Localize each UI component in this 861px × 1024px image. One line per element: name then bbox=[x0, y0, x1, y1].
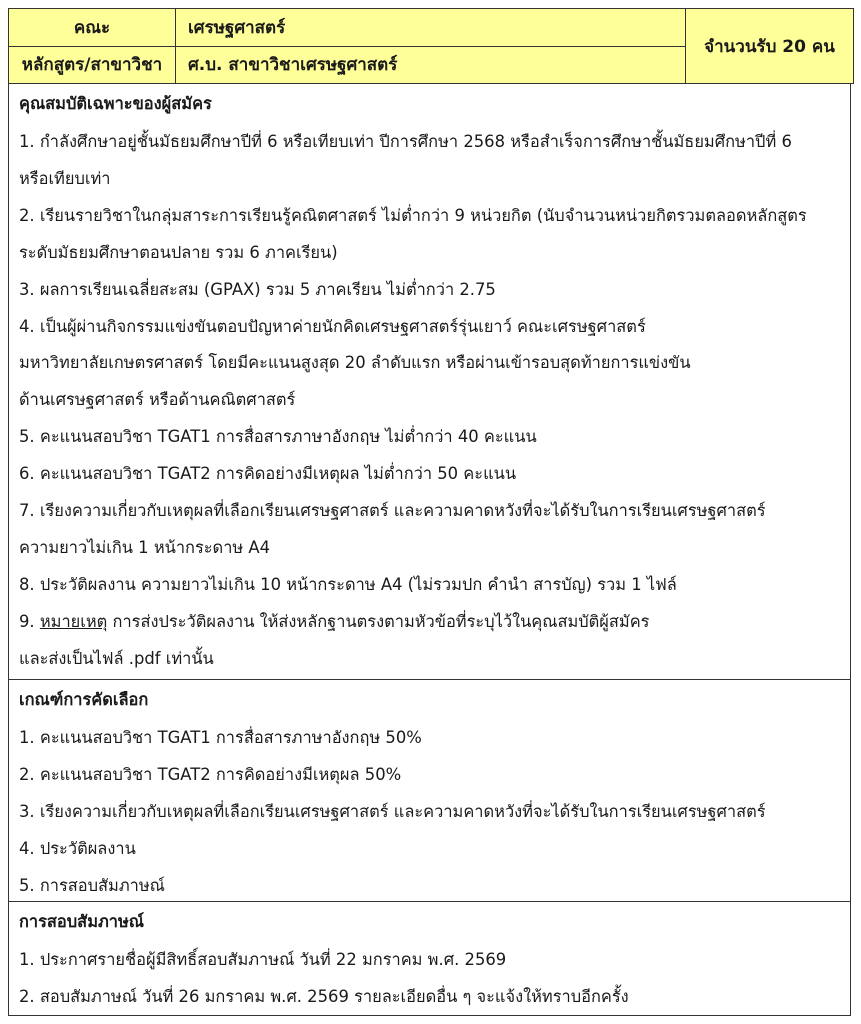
header-table bbox=[8, 8, 854, 84]
criteria-list bbox=[19, 720, 840, 905]
qualification-line: 6. คะแนนสอบวิชา TGAT2 การคิดอย่างมีเหตุผล ไม่ต่ำกว่า 50 คะแนน bbox=[19, 464, 517, 484]
qualification-line: 3. ผลการเรียนเฉลี่ยสะสม (GPAX) รวม 5 ภาคเรียน ไม่ต่ำกว่า 2.75 bbox=[19, 279, 496, 299]
note-text: การส่งประวัติผลงาน ให้ส่งหลักฐานตรงตามหัวข้อที่ระบุไว้ในคุณสมบัติผู้สมัคร bbox=[107, 611, 650, 631]
interview-list bbox=[19, 942, 840, 1016]
criteria-line: 2. คะแนนสอบวิชา TGAT2 การคิดอย่างมีเหตุผล 50% bbox=[19, 764, 402, 784]
quota-cell: จำนวนรับ 20 คน bbox=[686, 9, 854, 84]
qualification-line: ความยาวไม่เกิน 1 หน้ากระดาษ A4 bbox=[19, 537, 271, 557]
qualification-line: มหาวิทยาลัยเกษตรศาสตร์ โดยมีคะแนนสูงสุด 20 ลำดับแรก หรือผ่านเข้ารอบสุดท้ายการแข่งขัน bbox=[19, 353, 691, 373]
criteria-line: 3. เรียงความเกี่ยวกับเหตุผลที่เลือกเรียนเศรษฐศาสตร์ และความคาดหวังที่จะได้รับในการเรียนเศรษฐศาสตร์ bbox=[19, 801, 766, 821]
qualifications-title: คุณสมบัติเฉพาะของผู้สมัคร bbox=[19, 94, 212, 113]
interview-line: 1. ประกาศรายชื่อผู้มีสิทธิ์สอบสัมภาษณ์ วันที่ 22 มกราคม พ.ศ. 2569 bbox=[19, 950, 507, 969]
qualification-line: 8. ประวัติผลงาน ความยาวไม่เกิน 10 หน้ากระดาษ A4 (ไม่รวมปก คำนำ สารบัญ) รวม 1 ไฟล์ bbox=[19, 574, 677, 594]
faculty-value: เศรษฐศาสตร์ bbox=[176, 9, 686, 47]
qualification-line: ด้านเศรษฐศาสตร์ หรือด้านคณิตศาสตร์ bbox=[19, 390, 296, 410]
qualifications-section bbox=[8, 84, 851, 680]
qualifications-list bbox=[19, 124, 840, 678]
note-line bbox=[19, 604, 840, 641]
program-value: ศ.บ. สาขาวิชาเศรษฐศาสตร์ bbox=[176, 46, 686, 84]
qualification-line: 7. เรียงความเกี่ยวกับเหตุผลที่เลือกเรียนเศรษฐศาสตร์ และความคาดหวังที่จะได้รับในการเรียนเศรษฐศาสตร์ bbox=[19, 501, 766, 521]
qualification-line: หรือเทียบเท่า bbox=[19, 168, 111, 188]
note-line-2: และส่งเป็นไฟล์ .pdf เท่านั้น bbox=[19, 648, 214, 668]
interview-title: การสอบสัมภาษณ์ bbox=[19, 912, 145, 931]
interview-section bbox=[8, 902, 851, 1016]
program-label: หลักสูตร/สาขาวิชา bbox=[9, 46, 176, 84]
faculty-label: คณะ bbox=[9, 9, 176, 47]
qualification-line: 1. กำลังศึกษาอยู่ชั้นมัธยมศึกษาปีที่ 6 หรือเทียบเท่า ปีการศึกษา 2568 หรือสำเร็จการศึกษาชั้นมัธยมศึกษาปีที่ 6 bbox=[19, 132, 792, 151]
criteria-title: เกณฑ์การคัดเลือก bbox=[19, 690, 149, 709]
note-label: หมายเหตุ bbox=[39, 611, 108, 631]
criteria-section bbox=[8, 680, 851, 902]
qualification-line: 2. เรียนรายวิชาในกลุ่มสาระการเรียนรู้คณิตศาสตร์ ไม่ต่ำกว่า 9 หน่วยกิต (นับจำนวนหน่วยกิตรวมตลอดหลักสูตร bbox=[19, 205, 807, 225]
qualification-line: 4. เป็นผู้ผ่านกิจกรรมแข่งขันตอบปัญหาค่ายนักคิดเศรษฐศาสตร์รุ่นเยาว์ คณะเศรษฐศาสตร์ bbox=[19, 316, 646, 336]
interview-line: 2. สอบสัมภาษณ์ วันที่ 26 มกราคม พ.ศ. 2569 รายละเอียดอื่น ๆ จะแจ้งให้ทราบอีกครั้ง bbox=[19, 986, 629, 1006]
criteria-line: 5. การสอบสัมภาษณ์ bbox=[19, 875, 165, 895]
note-prefix: 9. bbox=[19, 611, 40, 631]
qualification-line: ระดับมัธยมศึกษาตอนปลาย รวม 6 ภาคเรียน) bbox=[19, 242, 338, 262]
criteria-line: 4. ประวัติผลงาน bbox=[19, 838, 136, 858]
qualification-line: 5. คะแนนสอบวิชา TGAT1 การสื่อสารภาษาอังกฤษ ไม่ต่ำกว่า 40 คะแนน bbox=[19, 427, 537, 447]
criteria-line: 1. คะแนนสอบวิชา TGAT1 การสื่อสารภาษาอังกฤษ 50% bbox=[19, 728, 422, 747]
